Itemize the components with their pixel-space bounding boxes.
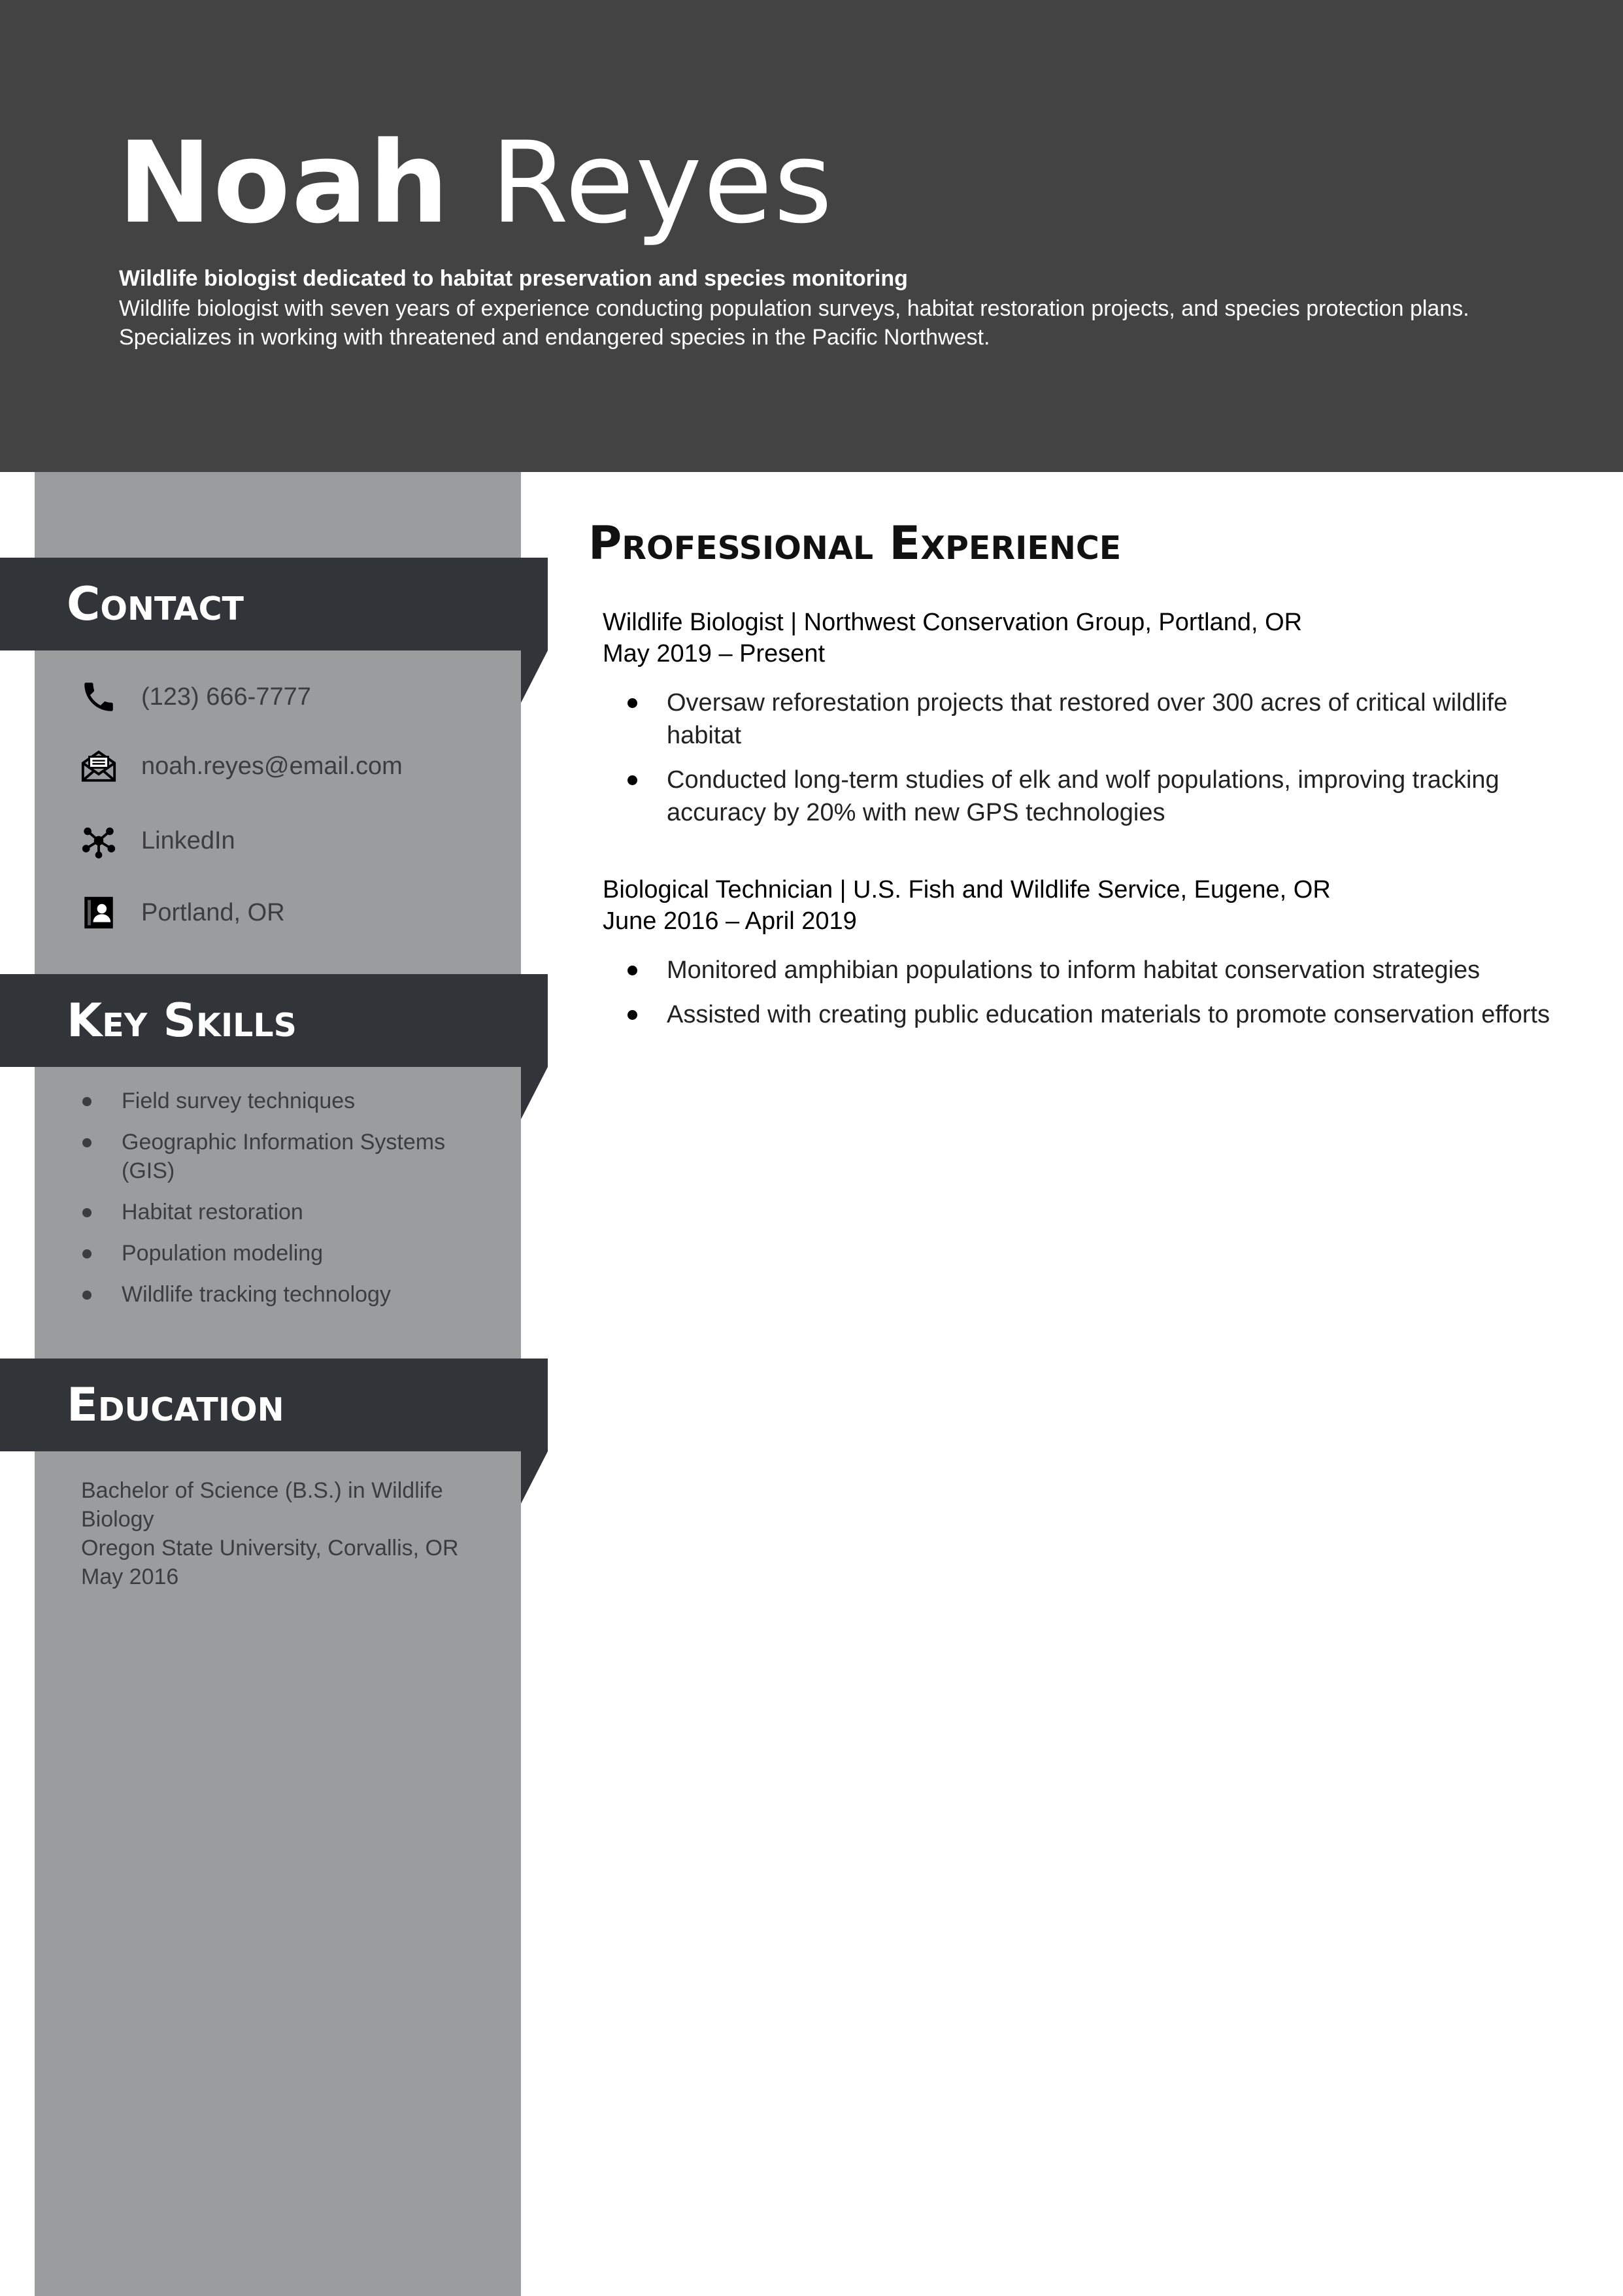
skill-item (77, 1087, 495, 1115)
email-icon (80, 747, 118, 786)
skill-label: Habitat restoration (122, 1200, 303, 1224)
first-name: Noah (118, 117, 450, 248)
skill-item (77, 1239, 495, 1268)
job-dates: May 2019 – Present (603, 640, 826, 667)
contact-address (80, 893, 285, 932)
contact-section-header (0, 558, 548, 650)
school: Oregon State University, Corvallis, OR (81, 1536, 459, 1561)
education-title: Education (67, 1378, 284, 1432)
contact-band-fold (521, 650, 548, 703)
bullet-text: Monitored amphibian populations to inform habitat conservation strategies (667, 956, 1481, 984)
skills-title: Key Skills (67, 994, 297, 1047)
skill-item (77, 1280, 495, 1309)
skill-label: Field survey techniques (122, 1089, 356, 1113)
education-band-fold (521, 1451, 548, 1504)
job-bullet (627, 954, 1582, 987)
tagline: Wildlife biologist dedicated to habitat preservation and species monitoring (119, 266, 908, 291)
experience-title: Professional Experience (588, 516, 1122, 570)
bullet-text: Conducted long-term studies of elk and wolf populations, improving tracking accuracy by 20% with new GPS technologies (667, 766, 1499, 826)
job-title: Wildlife Biologist | Northwest Conservation Group, Portland, OR (603, 609, 1303, 636)
bullet-icon (82, 1097, 92, 1106)
bullet-text: Assisted with creating public education materials to promote conservation efforts (667, 1001, 1550, 1028)
header (0, 0, 1623, 472)
skills-list (77, 1087, 495, 1321)
contact-linkedin (80, 821, 235, 860)
contact-title: Contact (67, 577, 244, 631)
linkedin-link[interactable]: LinkedIn (141, 826, 235, 854)
bullet-text: Oversaw reforestation projects that restored over 300 acres of critical wildlife habitat (667, 689, 1508, 749)
linkedin-icon (80, 821, 118, 860)
job-title: Biological Technician | U.S. Fish and Wildlife Service, Eugene, OR (603, 876, 1331, 903)
education-entry (81, 1476, 499, 1591)
bullet-icon (627, 775, 637, 785)
skill-label: Geographic Information Systems (GIS) (122, 1130, 446, 1183)
job-bullet (627, 686, 1582, 752)
bullet-icon (82, 1208, 92, 1217)
job-header (603, 874, 1583, 937)
skill-item (77, 1198, 495, 1226)
contact-email (80, 747, 403, 786)
email-address[interactable]: noah.reyes@email.com (141, 752, 403, 780)
summary: Wildlife biologist with seven years of experience conducting population surveys, habitat restoration projects, and species protection plans. Specializes in working with threatened and endangered species in the Pacific Northwest. (119, 296, 1469, 350)
bullet-icon (627, 966, 637, 975)
degree: Bachelor of Science (B.S.) in Wildlife Biology (81, 1478, 443, 1532)
location: Portland, OR (141, 898, 285, 926)
bullet-icon (82, 1291, 92, 1300)
education-section-header (0, 1359, 548, 1451)
contact-phone (80, 677, 311, 717)
graduation-date: May 2016 (81, 1564, 179, 1589)
job-dates: June 2016 – April 2019 (603, 907, 857, 935)
skills-band-fold (521, 1067, 548, 1119)
job-bullets (627, 954, 1582, 1043)
bullet-icon (82, 1249, 92, 1258)
job-bullet (627, 764, 1582, 829)
bullet-icon (82, 1138, 92, 1147)
skills-section-header (0, 974, 548, 1067)
skill-label: Population modeling (122, 1241, 324, 1266)
candidate-name (118, 118, 833, 248)
bullet-icon (627, 1010, 637, 1020)
phone-icon (80, 677, 118, 717)
job-bullet (627, 998, 1582, 1031)
job-header (603, 607, 1583, 669)
skill-label: Wildlife tracking technology (122, 1282, 391, 1307)
job-bullets (627, 686, 1582, 841)
phone-number[interactable]: (123) 666-7777 (141, 683, 311, 711)
address-icon (80, 893, 118, 932)
bullet-icon (627, 698, 637, 708)
last-name: Reyes (490, 117, 834, 248)
skill-item (77, 1128, 495, 1185)
